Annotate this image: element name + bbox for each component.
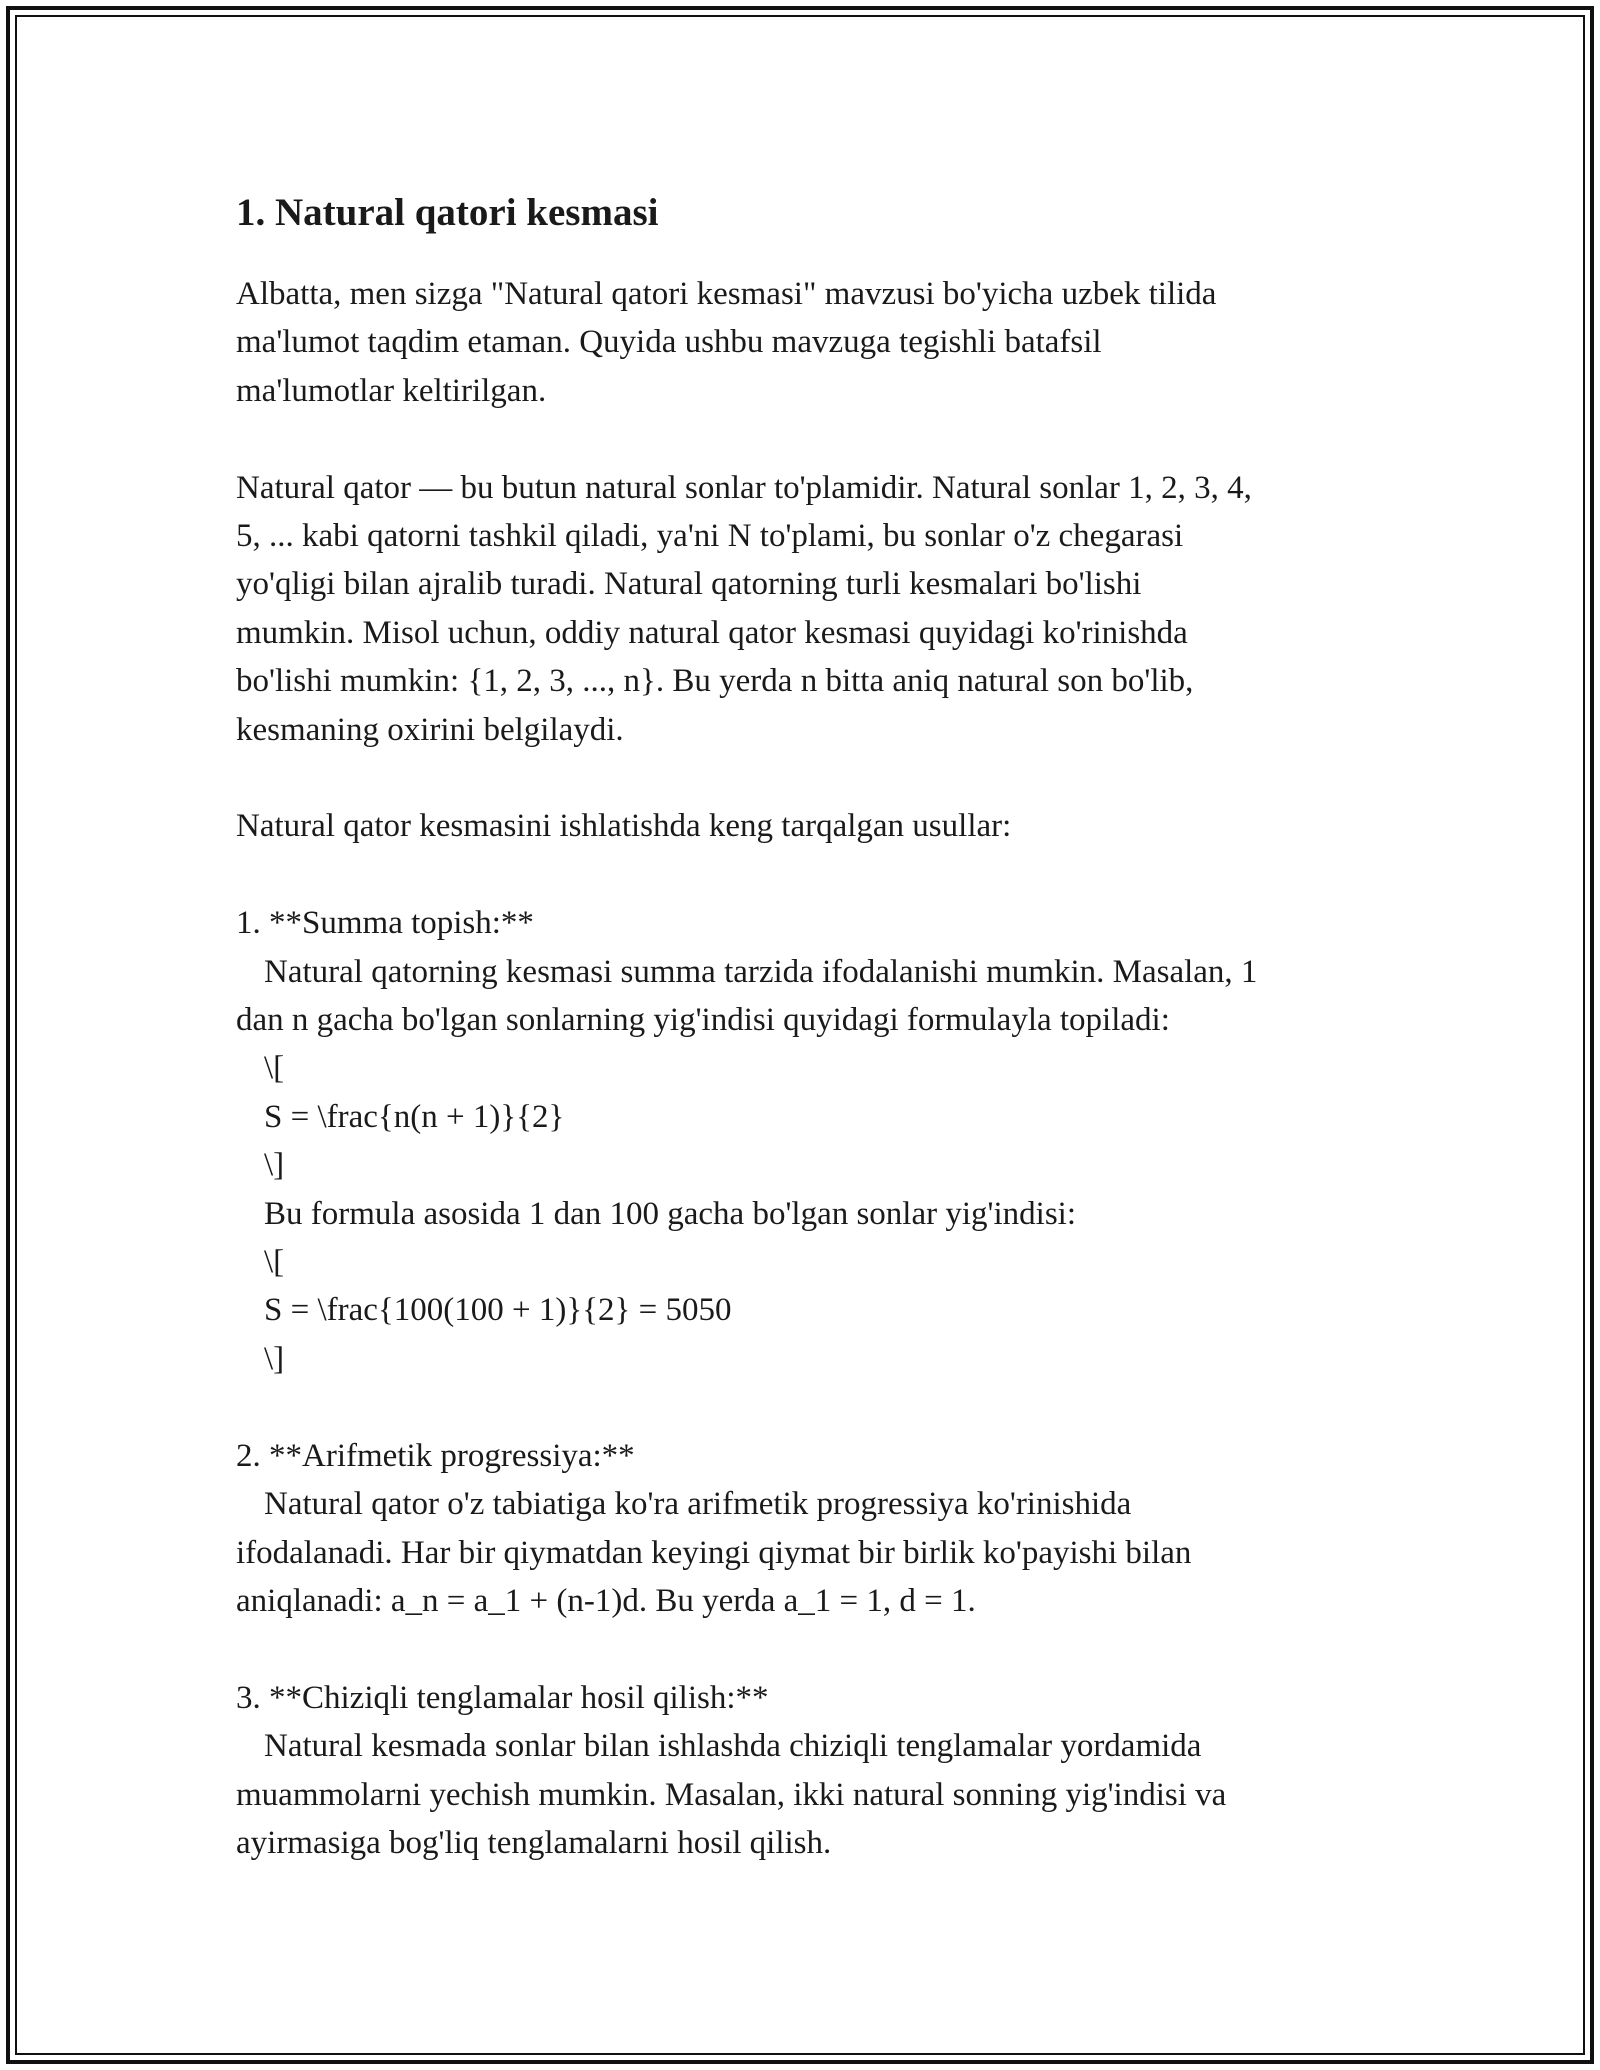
text-line: aniqlanadi: a_n = a_1 + (n-1)d. Bu yerda a_1 = 1, d = 1.	[236, 1582, 976, 1619]
paragraph-gap	[236, 754, 1376, 802]
formula-line: S = \frac{100(100 + 1)}{2} = 5050	[264, 1292, 732, 1329]
text-line: mumkin. Misol uchun, oddiy natural qator kesmasi quyidagi ko'rinishda	[236, 614, 1188, 651]
text-line: Natural qator kesmasini ishlatishda keng tarqalgan usullar:	[236, 808, 1012, 845]
text-line: Natural qator — bu butun natural sonlar to'plamidir. Natural sonlar 1, 2, 3, 4,	[236, 469, 1252, 506]
text-line: ifodalanadi. Har bir qiymatdan keyingi qiymat bir birlik ko'payishi bilan	[236, 1534, 1192, 1571]
text-line: Natural qator o'z tabiatiga ko'ra arifmetik progressiya ko'rinishida	[264, 1486, 1132, 1523]
list-heading: 1. **Summa topish:**	[236, 905, 534, 942]
text-line: Natural qatorning kesmasi summa tarzida ifodalanishi mumkin. Masalan, 1	[264, 953, 1258, 990]
document-body	[236, 186, 1376, 1867]
formula-line: S = \frac{n(n + 1)}{2}	[264, 1098, 565, 1135]
text-line: kesmaning oxirini belgilaydi.	[236, 711, 624, 748]
text-line: ayirmasiga bog'liq tenglamalarni hosil qilish.	[236, 1824, 832, 1861]
section-title: 1. Natural qatori kesmasi	[236, 191, 659, 234]
formula-line: \[	[264, 1244, 285, 1281]
list-heading: 2. **Arifmetik progressiya:**	[236, 1437, 635, 1474]
text-line: bo'lishi mumkin: {1, 2, 3, ..., n}. Bu yerda n bitta aniq natural son bo'lib,	[236, 663, 1194, 700]
text-line: ma'lumot taqdim etaman. Quyida ushbu mavzuga tegishli batafsil	[236, 324, 1102, 361]
paragraph-gap	[236, 1625, 1376, 1673]
text-line: yo'qligi bilan ajralib turadi. Natural qatorning turli kesmalari bo'lishi	[236, 566, 1142, 603]
paragraph-gap	[236, 1383, 1376, 1431]
paragraph-gap	[236, 415, 1376, 463]
list-heading: 3. **Chiziqli tenglamalar hosil qilish:**	[236, 1679, 769, 1716]
text-line: ma'lumotlar keltirilgan.	[236, 372, 547, 409]
text-line: 5, ... kabi qatorni tashkil qiladi, ya'ni N to'plami, bu sonlar o'z chegarasi	[236, 518, 1184, 555]
text-line: Natural kesmada sonlar bilan ishlashda chiziqli tenglamalar yordamida	[264, 1728, 1202, 1765]
paragraph-gap	[236, 851, 1376, 899]
formula-line: \]	[264, 1147, 285, 1184]
text-line: dan n gacha bo'lgan sonlarning yig'indisi quyidagi formulayla topiladi:	[236, 1002, 1170, 1039]
formula-line: \[	[264, 1050, 285, 1087]
text-line: muammolarni yechish mumkin. Masalan, ikki natural sonning yig'indisi va	[236, 1776, 1227, 1813]
text-line: Bu formula asosida 1 dan 100 gacha bo'lgan sonlar yig'indisi:	[264, 1195, 1076, 1232]
text-line: Albatta, men sizga "Natural qatori kesmasi" mavzusi bo'yicha uzbek tilida	[236, 276, 1217, 312]
formula-line: \]	[264, 1340, 285, 1377]
